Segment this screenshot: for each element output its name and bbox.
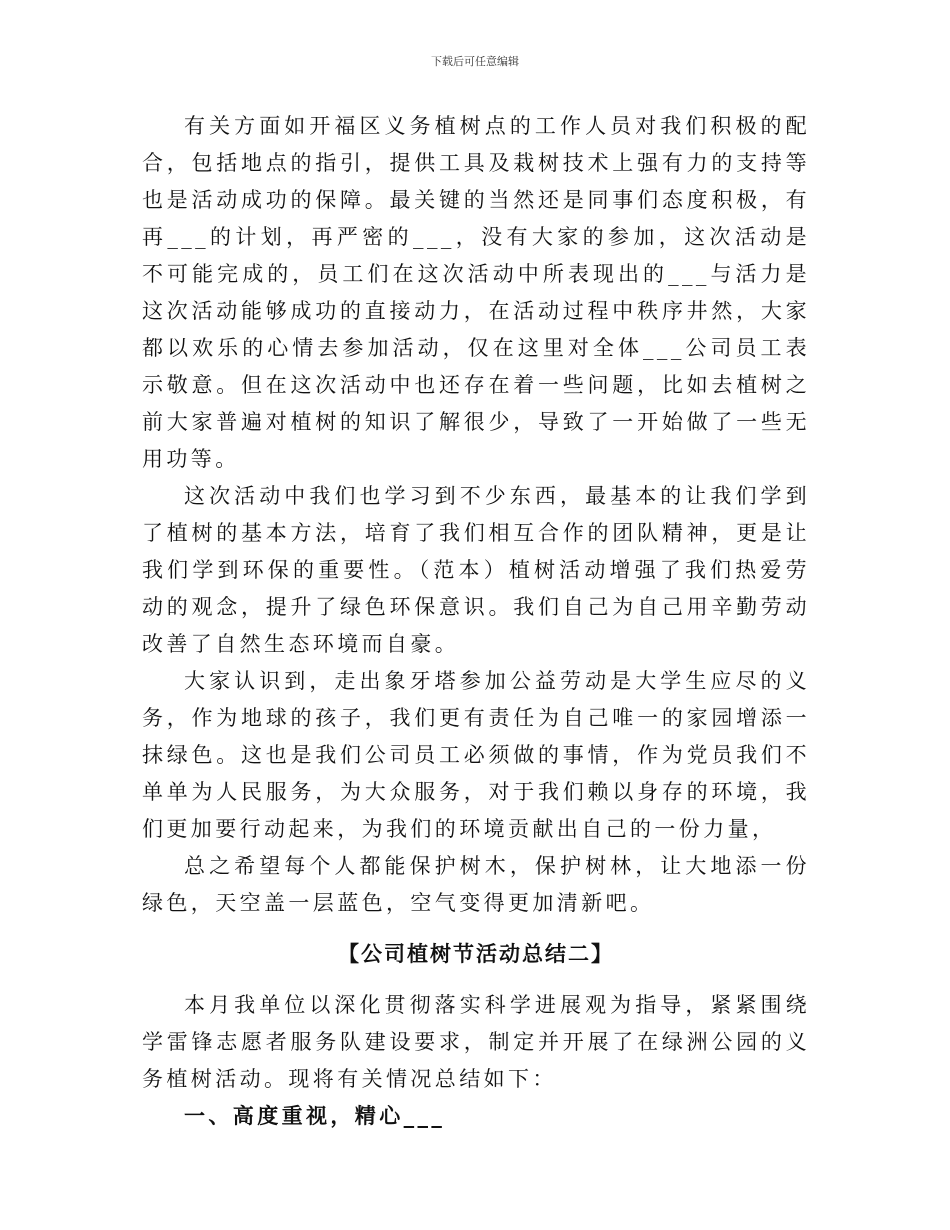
section-paragraph: 本月我单位以深化贯彻落实科学进展观为指导，紧紧围绕学雷锋志愿者服务队建设要求，制定并开展了在绿洲公园的义务植树活动。现将有关情况总结如下： [142,993,810,1091]
subheading: 一、高度重视，精心___ [184,1104,446,1128]
section-title: 【公司植树节活动总结二】 [338,942,614,966]
paragraph-2: 这次活动中我们也学习到不少东西，最基本的让我们学到了植树的基本方法，培育了我们相互合作的团队精神，更是让我们学到环保的重要性。（范本）植树活动增强了我们热爱劳动的观念，提升了绿色环保意识。我们自己为自己用辛勤劳动改善了自然生态环境而自豪。 [142,484,810,656]
paragraph-3: 大家认识到，走出象牙塔参加公益劳动是大学生应尽的义务，作为地球的孩子，我们更有责任为自己唯一的家园增添一抹绿色。这也是我们公司员工必须做的事情，作为党员我们不单单为人民服务，为大众服务，对于我们赖以身存的环境，我们更加要行动起来，为我们的环境贡献出自己的一份力量， [142,669,810,841]
paragraph-1: 有关方面如开福区义务植树点的工作人员对我们积极的配合，包括地点的指引，提供工具及栽树技术上强有力的支持等也是活动成功的保障。最关键的当然还是同事们态度积极，有再___的计划，再严密的___，没有大家的参加，这次活动是不可能完成的，员工们在这次活动中所表现出的___与活力是这次活动能够成功的直接动力，在活动过程中秩序井然，大家都以欢乐的心情去参加活动，仅在这里对全体___公司员工表示敬意。但在这次活动中也还存在着一些问题，比如去植树之前大家普遍对植树的知识了解很少，导致了一开始做了一些无用功等。 [142,114,810,471]
document-body [142,108,810,1135]
page-header: 下载后可任意编辑 [431,55,519,68]
paragraph-4: 总之希望每个人都能保护树木，保护树林，让大地添一份绿色，天空盖一层蓝色，空气变得更加清新吧。 [142,854,810,915]
